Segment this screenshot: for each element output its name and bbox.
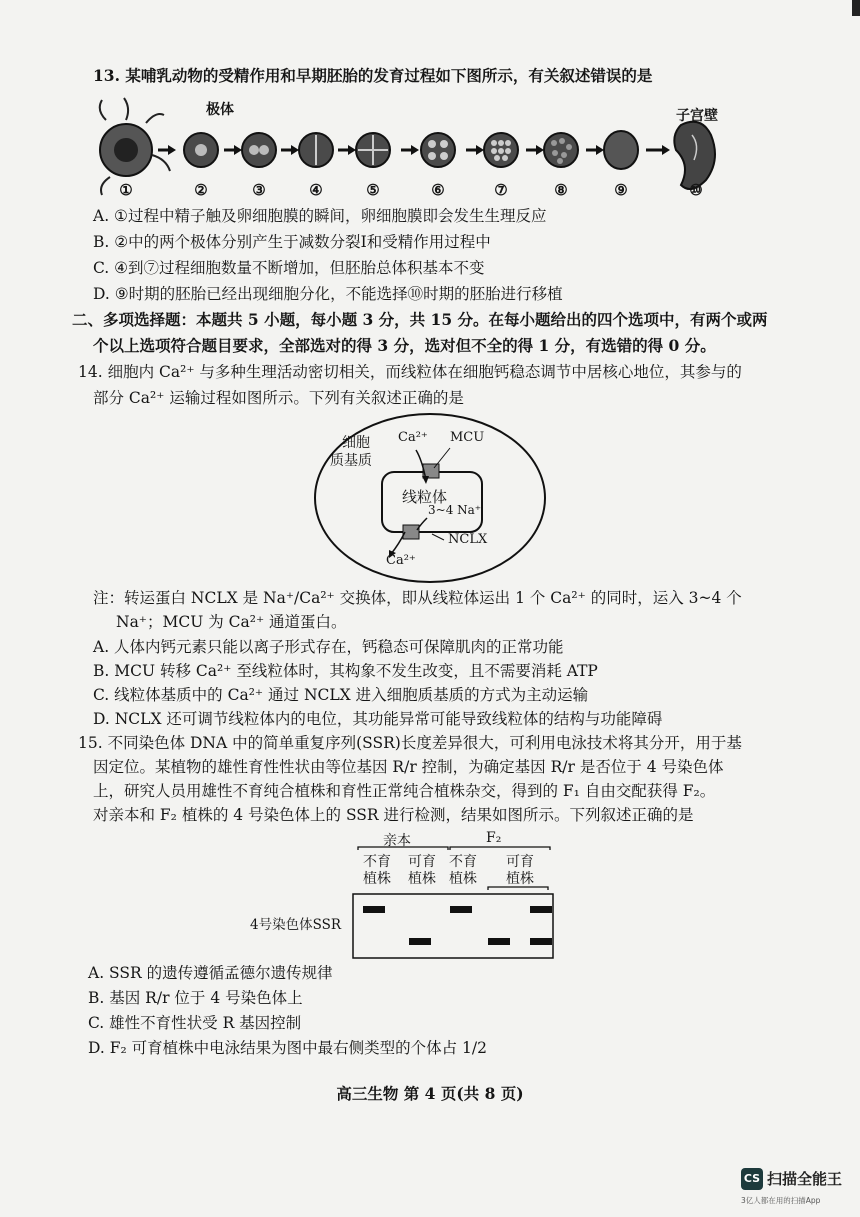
q14-option-c: C. 线粒体基质中的 Ca²⁺ 通过 NCLX 进入细胞质基质的方式为主动运输 (93, 686, 589, 704)
q15-stem-line4: 对亲本和 F₂ 植株的 4 号染色体上的 SSR 进行检测，结果如图所示。下列叙述正确的是 (93, 806, 694, 824)
q15-option-a: A. SSR 的遗传遵循孟德尔遗传规律 (88, 964, 333, 982)
parent-label: 亲本 (383, 833, 411, 849)
embryo-development-figure (96, 95, 746, 205)
q15-stem-line2: 因定位。某植物的雄性育性性状由等位基因 R/r 控制，为确定基因 R/r 是否位于 4 号染色体 (93, 758, 724, 776)
q13-option-c: C. ④到⑦过程细胞数量不断增加，但胚胎总体积基本不变 (93, 259, 485, 277)
stage-8-label: ⑧ (554, 181, 568, 199)
camscanner-name: 扫描全能王 (767, 1170, 843, 1188)
cytoplasm-label-line2: 质基质 (330, 453, 372, 469)
stage-7-label: ⑦ (494, 181, 508, 199)
f2-label: F₂ (486, 830, 502, 846)
q15-option-d: D. F₂ 可育植株中电泳结果为图中最右侧类型的个体占 1/2 (88, 1039, 487, 1057)
q15-option-c: C. 雄性不育性状受 R 基因控制 (88, 1014, 302, 1032)
stage-2-label: ② (194, 181, 208, 199)
ssr-row-label: 4号染色体SSR (250, 917, 342, 933)
calcium-ion-bottom: Ca²⁺ (386, 553, 416, 568)
q14-stem-line1: 14. 细胞内 Ca²⁺ 与多种生理活动密切相关，而线粒体在细胞钙稳态调节中居核心地位，其参与的 (78, 363, 742, 381)
stage-6-label: ⑥ (431, 181, 445, 199)
mitochondria-calcium-diagram (310, 410, 550, 585)
q14-note-line2: Na⁺；MCU 为 Ca²⁺ 通道蛋白。 (116, 613, 347, 631)
q13-option-d: D. ⑨时期的胚胎已经出现细胞分化，不能选择⑩时期的胚胎进行移植 (93, 285, 563, 303)
section2-header-line2: 个以上选项符合题目要求，全部选对的得 3 分，选对但不全的得 1 分，有选错的得 0 分。 (93, 336, 716, 355)
q13-option-a: A. ①过程中精子触及卵细胞膜的瞬间，卵细胞膜即会发生生理反应 (93, 207, 547, 225)
calcium-ion-top: Ca²⁺ (398, 430, 428, 445)
mitochondria-label: 线粒体 (402, 488, 448, 506)
q14-option-d: D. NCLX 还可调节线粒体内的电位，其功能异常可能导致线粒体的结构与功能障碍 (93, 710, 663, 728)
q14-option-b: B. MCU 转移 Ca²⁺ 至线粒体时，其构象不发生改变，且不需要消耗 ATP (93, 662, 598, 680)
col-f2-sterile: 不育植株 (449, 854, 477, 887)
stage-10-label: ⑩ (689, 181, 703, 199)
cytoplasm-label-line1: 细胞 (342, 435, 370, 451)
section2-header-line1: 二、多项选择题：本题共 5 小题，每小题 3 分，共 15 分。在每小题给出的四个选项中，有两个或两 (72, 310, 768, 329)
col-f2-fertile: 可育植株 (506, 854, 534, 887)
camscanner-logo-icon: CS (741, 1168, 763, 1190)
stage-1-label: ① (119, 181, 133, 199)
q14-option-a: A. 人体内钙元素只能以离子形式存在，钙稳态可保障肌肉的正常功能 (93, 638, 564, 656)
mcu-label: MCU (450, 430, 485, 445)
nclx-label: NCLX (448, 532, 488, 547)
col-parent-sterile: 不育植株 (363, 854, 391, 887)
stage-9-label: ⑨ (614, 181, 628, 199)
q14-note-line1: 注：转运蛋白 NCLX 是 Na⁺/Ca²⁺ 交换体，即从线粒体运出 1 个 Ca²⁺ 的同时，运入 3~4 个 (93, 589, 742, 607)
ssr-electrophoresis-figure (250, 828, 570, 963)
q13-option-b: B. ②中的两个极体分别产生于减数分裂Ⅰ和受精作用过程中 (93, 233, 491, 251)
q14-stem-line2: 部分 Ca²⁺ 运输过程如图所示。下列有关叙述正确的是 (93, 389, 464, 407)
col-parent-fertile: 可育植株 (408, 854, 436, 887)
q13-stem: 13. 某哺乳动物的受精作用和早期胚胎的发育过程如下图所示，有关叙述错误的是 (93, 66, 653, 85)
uterus-wall-label: 子宫壁 (676, 108, 718, 124)
page-edge-mark (852, 0, 860, 16)
gel-shapes (250, 828, 570, 963)
stage-5-label: ⑤ (366, 181, 380, 199)
q15-stem-line3: 上，研究人员用雄性不育纯合植株和育性正常纯合植株杂交，得到的 F₁ 自由交配获得 F₂。 (93, 782, 716, 800)
page-footer: 高三生物 第 4 页(共 8 页) (336, 1084, 524, 1103)
q15-option-b: B. 基因 R/r 位于 4 号染色体上 (88, 989, 303, 1007)
q15-stem-line1: 15. 不同染色体 DNA 中的简单重复序列(SSR)长度差异很大，可利用电泳技术将其分开，用于基 (78, 734, 742, 752)
stage-4-label: ④ (309, 181, 323, 199)
sodium-ion-label: 3~4 Na⁺ (428, 503, 482, 517)
polar-body-label: 极体 (206, 102, 234, 118)
stage-3-label: ③ (252, 181, 266, 199)
camscanner-tagline: 3亿人都在用的扫描App (741, 1196, 821, 1205)
